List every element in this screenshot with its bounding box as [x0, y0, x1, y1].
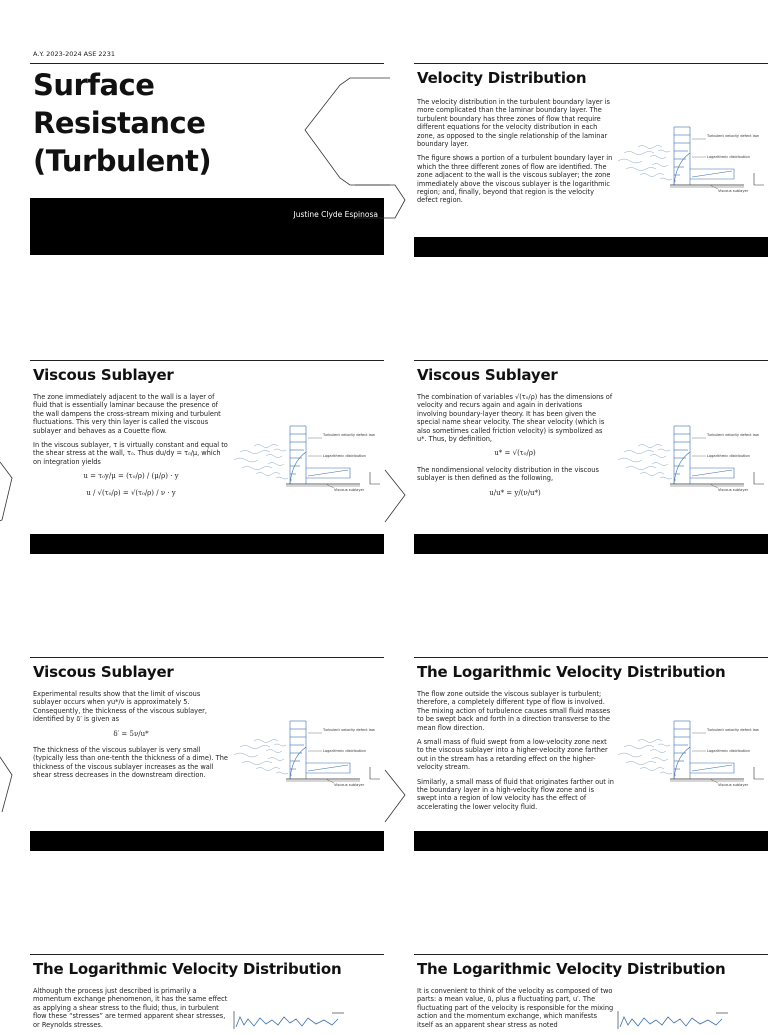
paragraph: In the viscous sublayer, τ is virtually constant and equal to the shear stress at the wall, τ₀. Thus du/dy = τ₀/μ, which on integration yields [33, 441, 228, 466]
slide-title: Viscous Sublayer [33, 663, 174, 681]
slide-rule [414, 360, 768, 361]
paragraph: The combination of variables √(τ₀/ρ) has the dimensions of velocity and recurs again and again in derivations involving boundary-layer theory. It has been given the special name shear velocity. The shear velocity (which is also sometimes called friction velocity) is symbolized as u*. Thus, by definition, [417, 393, 613, 444]
slide-body [417, 393, 613, 505]
cover-title-line-2: Resistance [33, 106, 206, 140]
figure-label-log: Logarithmic distribution [707, 749, 750, 753]
footer-bar [414, 534, 768, 554]
footer-bar [414, 831, 768, 851]
slide-viscous-sublayer-1 [30, 360, 384, 555]
slide-title: Viscous Sublayer [33, 366, 174, 384]
paragraph: Similarly, a small mass of fluid that originates farther out in the boundary layer in a high-velocity flow zone and is swept into a region of low velocity has the effect of accelerating the lower velocity fluid. [417, 777, 614, 811]
figure-label-turbulent: Turbulent velocity defect law [323, 433, 375, 437]
figure-label-viscous: Viscous sublayer [334, 783, 365, 787]
slide-title: Viscous Sublayer [417, 366, 558, 384]
equation: δ′ = 5ν/u* [113, 729, 149, 738]
paragraph: The thickness of the viscous sublayer is very small (typically less than one-tenth the thickness of a dime). The thickness of the viscous sublayer increases as the wall shear stress decreases in the downstream direction. [33, 746, 228, 780]
slide-title: The Logarithmic Velocity Distribution [33, 960, 342, 978]
boundary-layer-figure [230, 422, 384, 492]
boundary-layer-figure [230, 717, 384, 787]
figure-label-log: Logarithmic distribution [707, 155, 750, 159]
paragraph: The zone immediately adjacent to the wall is a layer of fluid that is essentially laminar because the presence of the wall dampens the cross-stream mixing and turbulent fluctuations. This very thin layer is called the viscous sublayer and behaves as a Couette flow. [33, 393, 221, 435]
slide-viscous-sublayer-3 [30, 657, 384, 852]
slide-velocity-distribution [414, 63, 768, 258]
figure-label-viscous: Viscous sublayer [718, 189, 749, 193]
slide-body [33, 393, 229, 505]
slide-rule [30, 954, 384, 955]
slide-rule [414, 63, 768, 64]
fluctuation-plot-thumbnail [228, 1009, 348, 1029]
figure-label-viscous: Viscous sublayer [718, 488, 749, 492]
boundary-layer-figure [614, 123, 768, 193]
figure-label-turbulent: Turbulent velocity defect law [707, 728, 759, 732]
slide-log-velocity-2 [30, 954, 384, 1029]
slide-log-velocity-3 [414, 954, 768, 1029]
figure-label-turbulent: Turbulent velocity defect law [707, 433, 759, 437]
boundary-layer-figure [614, 422, 768, 492]
slide-rule [30, 657, 384, 658]
cover-title-line-3: (Turbulent) [33, 144, 212, 178]
slide-title: Velocity Distribution [417, 69, 587, 87]
paragraph: Experimental results show that the limit of viscous sublayer occurs when yu*/ν is approximately 5. Consequently, the thickness of the viscous sublayer, identified by δ′ is given as [33, 690, 207, 724]
paragraph: It is convenient to think of the velocity as composed of two parts: a mean value, ū, plus a fluctuating part, u′. The fluctuating part of the velocity is responsible for the mixing action and the momentum exchange, which manifests itself as an apparent shear stress as noted [417, 987, 614, 1029]
equation: u = τ₀y/μ = (τ₀/ρ) / (μ/ρ) · y [83, 472, 179, 481]
equation: u / √(τ₀/ρ) = √(τ₀/ρ) / ν · y [86, 488, 176, 497]
paragraph: A small mass of fluid swept from a low-velocity zone next to the viscous sublayer into a higher-velocity zone farther out in the stream has a retarding effect on the higher-velocity stream. [417, 738, 608, 772]
fluctuation-plot-thumbnail [612, 1009, 732, 1029]
paragraph: The flow zone outside the viscous sublayer is turbulent; therefore, a completely different type of flow is involved. The mixing action of turbulence causes small fluid masses to be swept back and forth in a direction transverse to the mean flow direction. [417, 690, 611, 732]
paragraph: The velocity distribution in the turbulent boundary layer is more complicated than the laminar boundary layer. The turbulent boundary has three zones of flow that require different equations for the velocity distribution in each zone, as opposed to the single relationship of the laminar boundary layer. [417, 98, 610, 149]
slide-rule [30, 360, 384, 361]
footer-bar [30, 534, 384, 554]
figure-label-log: Logarithmic distribution [707, 454, 750, 458]
figure-label-log: Logarithmic distribution [323, 749, 366, 753]
slide-body [417, 987, 615, 1035]
slide-body [417, 690, 615, 817]
slide-viscous-sublayer-2 [414, 360, 768, 555]
slide-rule [414, 954, 768, 955]
boundary-layer-figure [614, 717, 768, 787]
slide-title: The Logarithmic Velocity Distribution [417, 663, 726, 681]
footer-bar [30, 831, 384, 851]
figure-label-turbulent: Turbulent velocity defect law [323, 728, 375, 732]
slide-title: The Logarithmic Velocity Distribution [417, 960, 726, 978]
slide-rule [414, 657, 768, 658]
slide-body [417, 98, 615, 211]
footer-bar [414, 237, 768, 257]
slide-body [33, 690, 229, 786]
equation: u* = √(τ₀/ρ) [494, 449, 536, 458]
figure-label-turbulent: Turbulent velocity defect law [707, 134, 759, 138]
paragraph: Although the process just described is primarily a momentum exchange phenomenon, it has the same effect as applying a shear stress to the fluid; thus, in turbulent flow these “stresses” are termed apparent shear stresses, or Reynolds stresses. [33, 987, 228, 1029]
cover-title-line-1: Surface [33, 68, 155, 102]
slide-log-velocity-1 [414, 657, 768, 852]
paragraph: The nondimensional velocity distribution in the viscous sublayer is then defined as the following, [417, 465, 599, 483]
figure-label-viscous: Viscous sublayer [718, 783, 749, 787]
equation: u/u* = y/(ν/u*) [489, 488, 541, 497]
figure-label-log: Logarithmic distribution [323, 454, 366, 458]
slide-body [33, 987, 229, 1035]
figure-label-viscous: Viscous sublayer [334, 488, 365, 492]
cover-header: A.Y. 2023-2024 ASE 2231 [33, 50, 115, 58]
cover-author: Justine Clyde Espinosa [293, 210, 378, 219]
paragraph: The figure shows a portion of a turbulent boundary layer in which the three different zones of flow are identified. The zone adjacent to the wall is the viscous sublayer; the zone immediately above the viscous sublayer is the logarithmic region; and, finally, beyond that region is the velocity defect region. [417, 154, 613, 205]
